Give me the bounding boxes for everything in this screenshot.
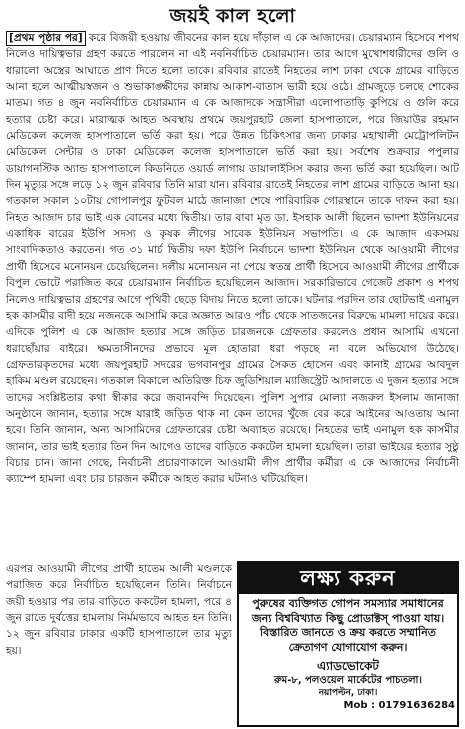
continued-from-front-page-marker: [প্রথম পৃষ্ঠার পর]: [6, 31, 86, 46]
advertisement-district: নয়াপল্টন, ঢাকা।: [318, 688, 378, 698]
advertisement-address: রুম-৮, পলওয়েল মার্কেটের পাচতলা।: [273, 675, 423, 686]
advertisement-advocate: এ্যাডভোকেট: [317, 659, 379, 673]
article-headline: জয়ই কাল হলো: [169, 5, 296, 27]
article-body: [6, 30, 459, 488]
advertisement-phone: Mob : 01791636284: [343, 700, 455, 711]
advertisement-body: পুরুষের ব্যক্তিগত গোপন সমস্যার সমাধানের জন্য বিশ্ববিখ্যাত কিছু প্রোডাক্টস্ পাওয়া যায়। বিস্তারিত জানতে ও ক্রয় করতে সম্মানিত ক্রেতাগণ যোগাযোগ করুন।: [251, 597, 445, 654]
article-paragraph-text: করে বিজয়ী হওয়ায় জীবনের কাল হয়ে দাঁড়াল এ কে আজাদের। চেয়ারম্যান হিসেবে শপথ নিলেও দায়িত্বভার গ্রহণ করতে পারলেন না এই নবনির্বাচিত চেয়ারম্যান। তার আগে মুখোশধারীদের গুলি ও ধারালো অস্ত্রের আঘাতে প্রাণ দিতে হলো তাকে। রবিবার রাতেই নিহতের লাশ ঢাকা থেকে গ্রামের বাড়িতে আনা হলে আত্মীয়স্বজন ও শুভাকাঙ্ক্ষীদের কান্নায় আকাশ-বাতাস ভারী হয়ে ওঠে। গ্রামজুড়ে চলছে শোকের মাতম। গত ৪ জুন নবনির্বাচিত চেয়ারম্যান এ কে আজাদকে সন্ত্রাসীরা এলোপাতাড়ি কুপিয়ে ও গুলি করে হত্যার চেষ্টা করে। মারাত্মক আহত অবস্থায় প্রথমে জয়পুরহাট জেলা হাসপাতালে, পরে জিয়াউর রহমান মেডিকেল কলেজ হাসপাতালে ভর্তি করা হয়। পরে উন্নত চিকিৎসার জন্য ঢাকার মহাখালী মেট্রোপলিটন মেডিকেল সেন্টার ও ঢাকা মেডিকেল কলেজ হাসপাতালে ভর্তি করা হয়। সর্বশেষ শুক্রবার পপুলার ডায়াগনস্টিক অ্যান্ড হাসপাতালে কিডনিতে ওয়ার্ড লাগায় ডায়ালাইসিস করার জন্য ভর্তি করা হয়েছিল। আট দিন মৃত্যুর সঙ্গে লড়ে ১২ জুন রবিবার তিনি মারা যান। রবিবার রাতেই নিহতের লাশ গ্রামের বাড়িতে আনা হয়। গতকাল সকাল ১০টায় গোপালপুর ফুটবল মাঠে জানাজা শেষে পারিবারিক গোরস্থানে তাকে দাফন করা হয়। নিহত আজাদ চার ভাই এক বোনের মধ্যে দ্বিতীয়। তার বাবা মৃত ডা. ইসহাক আলী ছিলেন ভাদশা ইউনিয়নের একাধিক বারের ইউপি সদস্য ও কৃষক লীগের সাবেক ইউনিয়ন সভাপতি। এ কে আজাদ একসময় সাংবাদিকতাও করতেন। গত ৩১ মার্চ দ্বিতীয় দফা ইউপি নির্বাচনে ভাদশা ইউনিয়ন থেকে আওয়ামী লীগের প্রার্থী হিসেবে মনোনয়ন চেয়েছিলেন। দলীয় মনোনয়ন না পেয়ে স্বতন্ত্র প্রার্থী হিসেবে আওয়ামী লীগের প্রার্থীকে বিপুল ভোটে পরাজিত করে চেয়ারম্যান নির্বাচিত হয়েছিলেন আজাদ। সরকারিভাবে গেজেট প্রকাশ ও শপথ নিলেও দায়িত্বভার গ্রহণের আগে পৃথিবী ছেড়ে বিদায় নিতে হলো তাকে। ঘটনার পরদিন তার ছোটভাই এনামুল হক কাসমীর বাদী হয়ে নজনকে আসামি করে অজ্ঞাত আরও পাঁচ থেকে সাতজনের বিরুদ্ধে মামলা দায়ের করে। এদিকে পুলিশ এ কে আজাদ হত্যার সঙ্গে জড়িত চারজনকে গ্রেফতার করলেও প্রধান আসামি এখনো ধরাছোঁয়ার বাইরে। ক্ষমতাসীনদের প্রভাবে মূল হোতারা ধরা পড়ছে না বলে অভিযোগ উঠেছে। গ্রেফতারকৃতদের মধ্যে জয়পুরহাট সদরের ভগবানপুর গ্রামের সৈকত হোসেন এবং কানাই গ্রামের আবদুল হাকিম মণ্ডল রয়েছেন। গতকাল বিকালে অতিরিক্ত চিফ জুডিশিয়াল ম্যাজিস্ট্রেট আদালতে এ দুজন হত্যার সঙ্গে তাদের সংশ্লিষ্টতার কথা স্বীকার করে জবানবন্দি দিয়েছেন। পুলিশ সুপার মোল্যা নজরুল ইসলাম জানাজা অনুষ্ঠানে জানান, হত্যার সঙ্গে যারাই জড়িত থাক না কেন তাদের খুঁজে বের করে আইনের আওতায় আনা হবে। তিনি জানান, অন্য আসামিদের গ্রেফতারের চেষ্টা অব্যাহত রয়েছে। নিহতের ভাই এনামুল হক কাসমীর জানান, তার ভাই হত্যার তিন দিন আগেও তাদের বাড়িতে ককটেল হামলা হয়েছিল। তারা ভাইয়ের হত্যার সুষ্ঠু বিচার চান। জানা গেছে, নির্বাচনী প্রচারণাকালে আওয়ামী লীগ প্রার্থীর কর্মীরা এ কে আজাদের নির্বাচনী ক্যাম্পে হামলা এবং চার চারজন কর্মীকে আহত করার ঘটনাও ঘটিয়েছিল।: [6, 32, 460, 486]
advertisement-box: [237, 561, 459, 727]
article-paragraph: [6, 30, 459, 488]
advertisement-title: লক্ষ্য করুন: [239, 563, 457, 594]
article-tail-text: এরপর আওয়ামী লীগের প্রার্থী হাতেম আলী মণ্ডলকে পরাজিত করে নির্বাচিত হয়েছিলেন তিনি। নির্বাচনে জয়ী হওয়ার পর তার বাড়িতে ককটেল হামলা, পরে ৪ জুন রাতে দুর্বত্তের হামলায় নির্মমভাবে আহত হন তিনি। ১২ জুন রবিবার ঢাকার একটি হাসপাতালে তার মৃত্যু হয়।: [6, 563, 232, 657]
article-tail-column: [6, 561, 232, 659]
